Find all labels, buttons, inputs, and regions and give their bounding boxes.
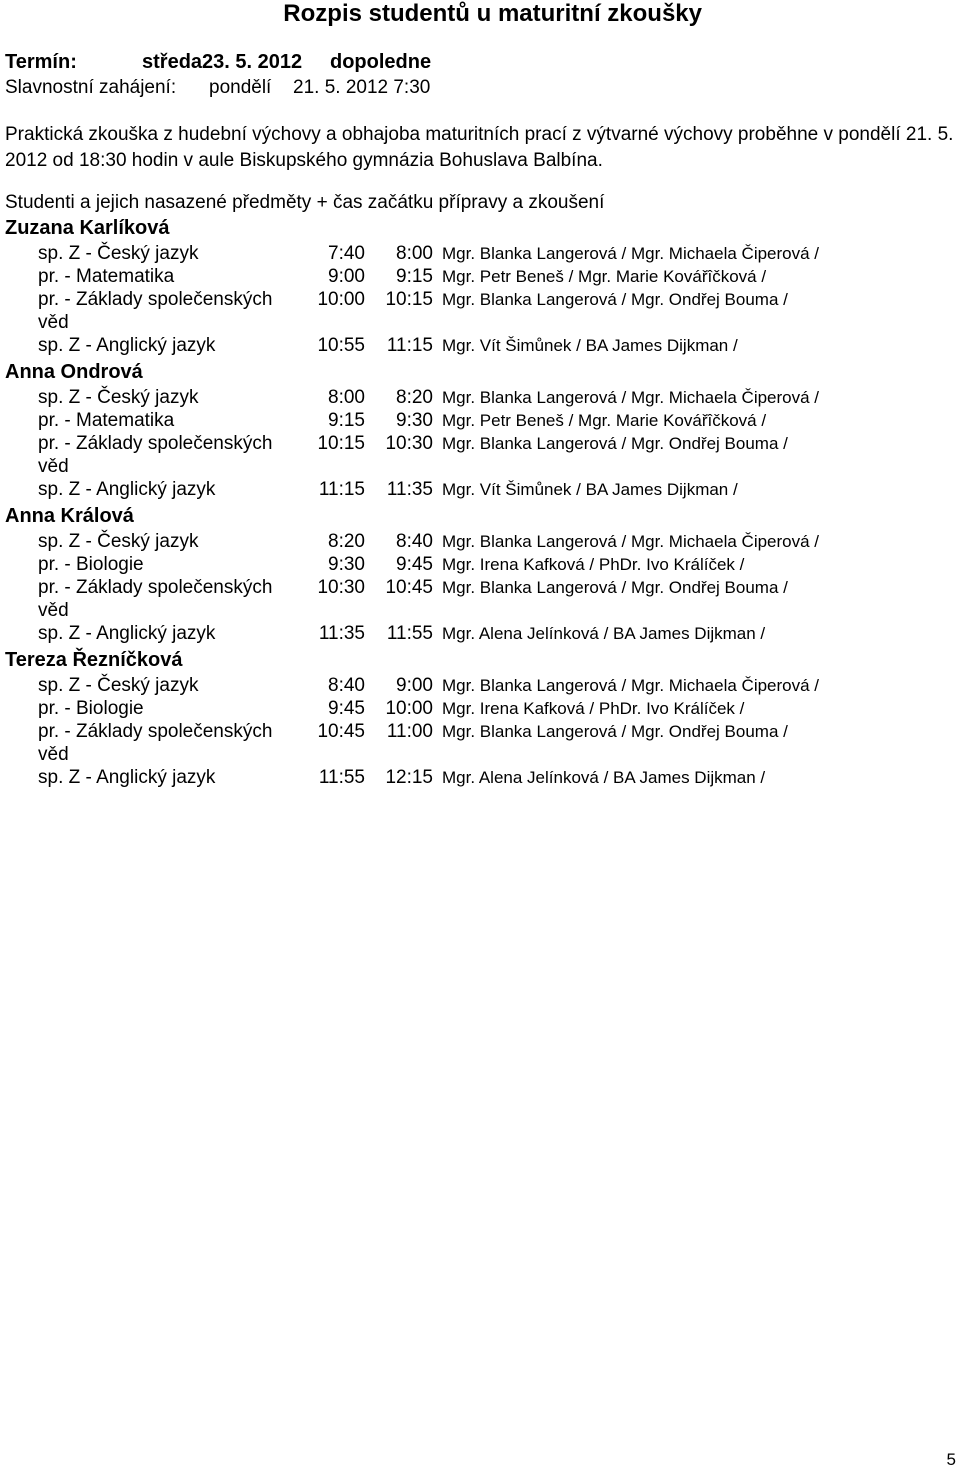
examiners: Mgr. Petr Beneš / Mgr. Marie Kovářîčková / bbox=[442, 267, 767, 286]
exam-time: 8:20 bbox=[396, 387, 433, 408]
preparation-time: 8:20 bbox=[328, 531, 365, 552]
examiners: Mgr. Vít Šimůnek / BA James Dijkman / bbox=[442, 336, 738, 355]
preparation-time: 10:55 bbox=[317, 335, 365, 356]
examiners: Mgr. Blanka Langerová / Mgr. Michaela Čiperová / bbox=[442, 532, 820, 551]
subject-name: sp. Z - Anglický jazyk bbox=[38, 335, 216, 356]
preparation-time: 9:30 bbox=[328, 554, 365, 575]
subject-row bbox=[0, 553, 960, 576]
exam-time: 9:45 bbox=[396, 554, 433, 575]
preparation-time: 10:45 bbox=[317, 721, 365, 742]
subject-row bbox=[0, 622, 960, 645]
subject-row bbox=[0, 530, 960, 553]
subject-name: pr. - Biologie bbox=[38, 554, 144, 575]
term-label: Termín: bbox=[5, 51, 77, 73]
examiners: Mgr. Irena Kafková / PhDr. Ivo Králíček / bbox=[442, 555, 745, 574]
subject-row bbox=[0, 334, 960, 357]
opening-ceremony-line bbox=[5, 76, 430, 100]
examiners: Mgr. Alena Jelínková / BA James Dijkman / bbox=[442, 768, 766, 787]
student-name: Zuzana Karlíková bbox=[5, 217, 170, 239]
exam-time: 9:15 bbox=[396, 266, 433, 287]
opening-date-time: 21. 5. 2012 7:30 bbox=[293, 77, 431, 98]
subject-name: pr. - Matematika bbox=[38, 410, 175, 431]
subject-name: pr. - Základy společenských věd bbox=[38, 721, 273, 765]
examiners: Mgr. Blanka Langerová / Mgr. Ondřej Bouma / bbox=[442, 434, 788, 453]
exam-time: 9:30 bbox=[396, 410, 433, 431]
preparation-time: 11:15 bbox=[318, 479, 365, 500]
exam-time: 10:45 bbox=[385, 577, 433, 598]
opening-label: Slavnostní zahájení: bbox=[5, 77, 177, 98]
exam-time: 11:15 bbox=[386, 335, 433, 356]
schedule-intro: Studenti a jejich nasazené předměty + čas začátku přípravy a zkoušení bbox=[5, 192, 605, 213]
subject-row bbox=[0, 766, 960, 789]
subject-name: sp. Z - Český jazyk bbox=[38, 531, 199, 552]
exam-time: 12:15 bbox=[385, 767, 433, 788]
subject-row bbox=[0, 697, 960, 720]
subject-name: pr. - Matematika bbox=[38, 266, 175, 287]
preparation-time: 8:00 bbox=[328, 387, 365, 408]
opening-day: pondělí bbox=[209, 77, 272, 98]
examiners: Mgr. Irena Kafková / PhDr. Ivo Králíček / bbox=[442, 699, 745, 718]
student-name: Tereza Řezníčková bbox=[5, 649, 183, 671]
exam-time: 8:00 bbox=[396, 243, 433, 264]
exam-term-line bbox=[5, 50, 431, 74]
exam-time: 11:00 bbox=[386, 721, 433, 742]
document-title: Rozpis studentů u maturitní zkoušky bbox=[283, 0, 702, 27]
exam-time: 9:00 bbox=[396, 675, 433, 696]
examiners: Mgr. Blanka Langerová / Mgr. Ondřej Bouma / bbox=[442, 578, 788, 597]
student-schedule bbox=[0, 213, 960, 789]
preparation-time: 9:15 bbox=[328, 410, 365, 431]
subject-row bbox=[0, 386, 960, 409]
subject-name: pr. - Biologie bbox=[38, 698, 144, 719]
examiners: Mgr. Blanka Langerová / Mgr. Ondřej Bouma / bbox=[442, 722, 788, 741]
subject-row bbox=[0, 242, 960, 265]
term-day: středa bbox=[142, 51, 203, 73]
preparation-time: 11:35 bbox=[318, 623, 365, 644]
examiners: Mgr. Vít Šimůnek / BA James Dijkman / bbox=[442, 480, 738, 499]
student-name: Anna Králová bbox=[5, 505, 134, 527]
subject-name: pr. - Základy společenských věd bbox=[38, 433, 273, 477]
subject-row bbox=[0, 674, 960, 697]
subject-name: sp. Z - Anglický jazyk bbox=[38, 623, 216, 644]
subject-name: sp. Z - Anglický jazyk bbox=[38, 767, 216, 788]
preparation-time: 7:40 bbox=[328, 243, 365, 264]
practical-exam-note: Praktická zkouška z hudební výchovy a obhajoba maturitních prací z výtvarné výchovy proběhne v pondělí 21. 5. 2012 od 18:30 hodin v aule Biskupského gymnázia Bohuslava Balbína. bbox=[5, 124, 954, 171]
examiners: Mgr. Blanka Langerová / Mgr. Michaela Čiperová / bbox=[442, 676, 820, 695]
student-name: Anna Ondrová bbox=[5, 361, 143, 383]
preparation-time: 9:45 bbox=[328, 698, 365, 719]
examiners: Mgr. Alena Jelínková / BA James Dijkman / bbox=[442, 624, 766, 643]
subject-row bbox=[0, 432, 960, 478]
exam-time: 8:40 bbox=[396, 531, 433, 552]
exam-time: 10:00 bbox=[385, 698, 433, 719]
subject-name: pr. - Základy společenských věd bbox=[38, 289, 273, 333]
subject-row bbox=[0, 265, 960, 288]
exam-time: 10:30 bbox=[385, 433, 433, 454]
subject-row bbox=[0, 576, 960, 622]
subject-row bbox=[0, 720, 960, 766]
subject-name: sp. Z - Český jazyk bbox=[38, 387, 199, 408]
term-date: 23. 5. 2012 bbox=[202, 51, 303, 73]
subject-name: sp. Z - Český jazyk bbox=[38, 675, 199, 696]
subject-row bbox=[0, 478, 960, 501]
exam-time: 11:55 bbox=[386, 623, 433, 644]
subject-row bbox=[0, 288, 960, 334]
examiners: Mgr. Petr Beneš / Mgr. Marie Kovářîčková / bbox=[442, 411, 767, 430]
subject-name: sp. Z - Český jazyk bbox=[38, 243, 199, 264]
subject-name: sp. Z - Anglický jazyk bbox=[38, 479, 216, 500]
preparation-time: 10:00 bbox=[317, 289, 365, 310]
preparation-time: 10:15 bbox=[317, 433, 365, 454]
examiners: Mgr. Blanka Langerová / Mgr. Michaela Čiperová / bbox=[442, 388, 820, 407]
preparation-time: 10:30 bbox=[317, 577, 365, 598]
examiners: Mgr. Blanka Langerová / Mgr. Ondřej Bouma / bbox=[442, 290, 788, 309]
preparation-time: 8:40 bbox=[328, 675, 365, 696]
subject-name: pr. - Základy společenských věd bbox=[38, 577, 273, 621]
exam-time: 10:15 bbox=[385, 289, 433, 310]
preparation-time: 11:55 bbox=[318, 767, 365, 788]
subject-row bbox=[0, 409, 960, 432]
preparation-time: 9:00 bbox=[328, 266, 365, 287]
term-part: dopoledne bbox=[330, 51, 432, 73]
exam-time: 11:35 bbox=[386, 479, 433, 500]
examiners: Mgr. Blanka Langerová / Mgr. Michaela Čiperová / bbox=[442, 244, 820, 263]
page-number: 5 bbox=[946, 1450, 956, 1469]
